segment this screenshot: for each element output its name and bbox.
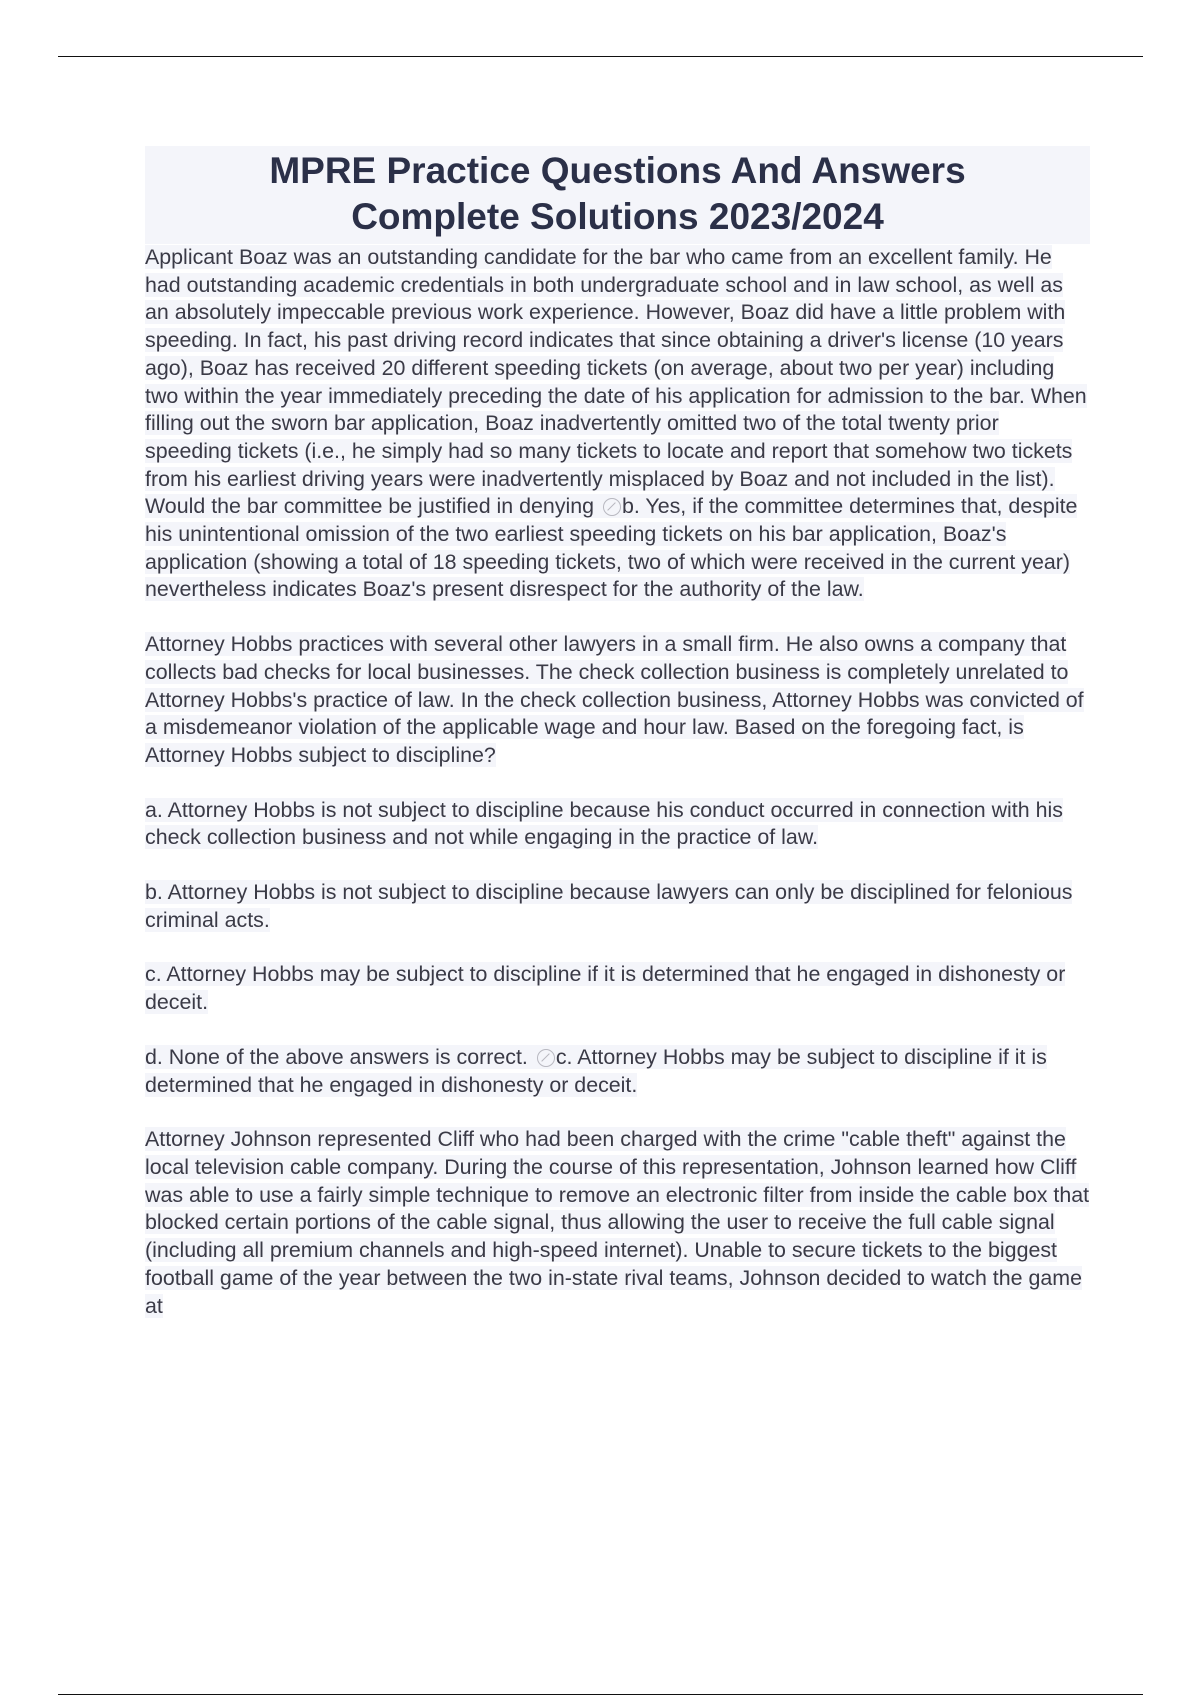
title-line-2: Complete Solutions 2023/2024	[351, 196, 884, 237]
top-rule	[58, 56, 1143, 57]
option-a-text: a. Attorney Hobbs is not subject to discipline because his conduct occurred in connection with his check collection business and not while engaging in the practice of law.	[145, 797, 1063, 850]
question-2-answer: c. Attorney Hobbs may be subject to discipline if it is determined that he engaged in dishonesty or deceit.	[145, 1044, 1047, 1097]
title-line-1: MPRE Practice Questions And Answers	[269, 150, 966, 191]
option-d-text: d. None of the above answers is correct.	[145, 1044, 528, 1069]
option-b-text: b. Attorney Hobbs is not subject to discipline because lawyers can only be disciplined for felonious criminal acts.	[145, 880, 1073, 932]
question-2-option-c	[145, 961, 1090, 1016]
question-1-text: Applicant Boaz was an outstanding candidate for the bar who came from an excellent family. He had outstanding academic credentials in both undergraduate school and in law school, as well as an absolutely impeccable previous work experience. However, Boaz did have a little problem with speeding. In fact, his past driving record indicates that since obtaining a driver's license (10 years ago), Boaz has received 20 different speeding tickets (on average, about two per year) including two within the year immediately preceding the date of his application for admission to the bar. When filling out the sworn bar application, Boaz inadvertently omitted two of the total twenty prior speeding tickets (i.e., he simply had so many tickets to locate and report that somehow two tickets from his earliest driving years were inadvertently misplaced by Boaz and not included in the list). Would the bar committee be justified in denying	[145, 245, 1087, 519]
bottom-rule	[58, 1694, 1143, 1695]
document-body	[145, 146, 1090, 1320]
page-title	[145, 146, 1090, 244]
question-2	[145, 631, 1090, 770]
question-2-option-b	[145, 879, 1090, 934]
question-1-answer: b. Yes, if the committee determines that, despite his unintentional omission of the two earliest speeding tickets on his bar application, Boaz's application (showing a total of 18 speeding tickets, two of which were received in the current year) nevertheless indicates Boaz's present disrespect for the authority of the law.	[145, 494, 1078, 602]
question-2-option-d	[145, 1044, 1090, 1099]
question-2-option-a	[145, 797, 1090, 852]
option-c-text: c. Attorney Hobbs may be subject to discipline if it is determined that he engaged in dishonesty or deceit.	[145, 962, 1066, 1015]
question-1	[145, 244, 1090, 604]
answer-check-icon	[603, 498, 621, 516]
answer-check-icon	[537, 1049, 555, 1067]
question-3	[145, 1126, 1090, 1320]
question-2-text: Attorney Hobbs practices with several other lawyers in a small firm. He also owns a company that collects bad checks for local businesses. The check collection business is completely unrelated to Attorney Hobbs's practice of law. In the check collection business, Attorney Hobbs was convicted of a misdemeanor violation of the applicable wage and hour law. Based on the foregoing fact, is Attorney Hobbs subject to discipline?	[145, 632, 1084, 767]
question-3-text: Attorney Johnson represented Cliff who had been charged with the crime "cable theft" against the local television cable company. During the course of this representation, Johnson learned how Cliff was able to use a fairly simple technique to remove an electronic filter from inside the cable box that blocked certain portions of the cable signal, thus allowing the user to receive the full cable signal (including all premium channels and high-speed internet). Unable to secure tickets to the biggest football game of the year between the two in-state rival teams, Johnson decided to watch the game at	[145, 1127, 1090, 1318]
